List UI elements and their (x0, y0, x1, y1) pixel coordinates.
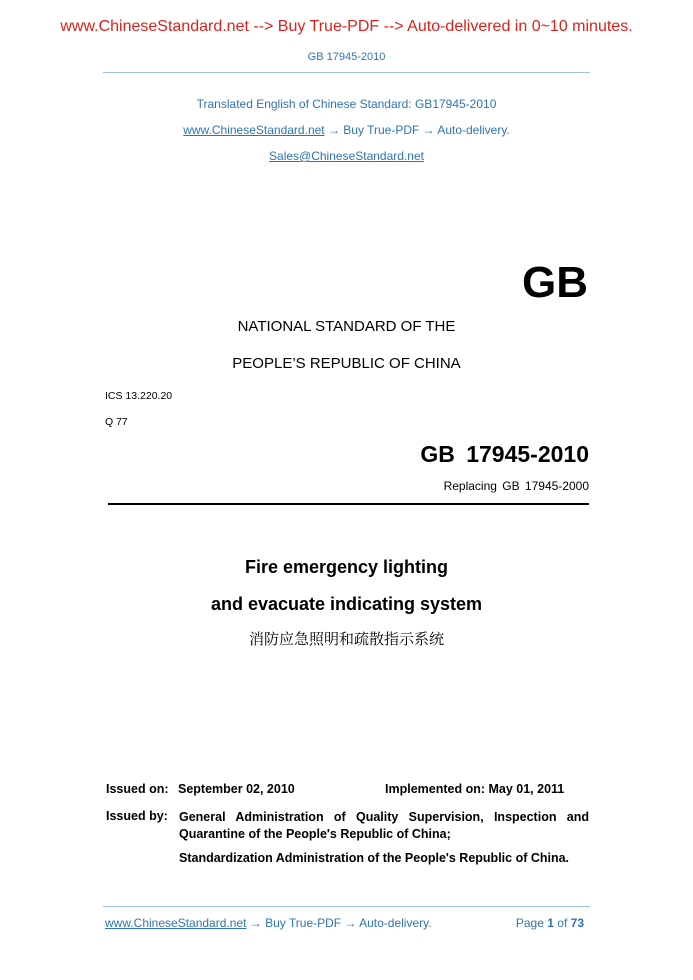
header-divider (103, 72, 590, 73)
footer-buy-line (105, 916, 432, 930)
national-standard-line1: NATIONAL STANDARD OF THE (237, 318, 456, 335)
page-number: 1 (547, 916, 554, 930)
standard-number: GB 17945-2010 (420, 441, 589, 467)
footer-site-link[interactable]: www.ChineseStandard.net (105, 916, 247, 930)
ccs-code: Q 77 (105, 416, 128, 428)
national-standard-line2: PEOPLE’S REPUBLIC OF CHINA (232, 355, 461, 372)
issuer-2: Standardization Administration of the People's Republic of China. (179, 851, 570, 865)
footer-buy-text: → Buy True-PDF → Auto-delivery. (246, 916, 432, 930)
implemented-on: Implemented on: May 01, 2011 (385, 782, 565, 796)
sales-email-line (0, 149, 693, 163)
page-indicator (516, 916, 584, 930)
ics-code: ICS 13.220.20 (105, 390, 173, 402)
replacing-note: Replacing GB 17945-2000 (443, 479, 589, 493)
header-standard-code: GB 17945-2010 (307, 51, 386, 63)
issuer-1: General Administration of Quality Supervision, Inspection and Quarantine of the People's Republic of China; (179, 810, 589, 841)
buy-line-text: → Buy True-PDF → Auto-delivery. (324, 123, 510, 137)
site-link[interactable]: www.ChineseStandard.net (183, 123, 325, 137)
issued-on-date: September 02, 2010 (178, 782, 295, 796)
cover-divider (108, 503, 589, 505)
translation-note: Translated English of Chinese Standard: GB17945-2010 (196, 97, 497, 111)
top-banner[interactable]: www.ChineseStandard.net --> Buy True-PDF --> Auto-delivered in 0~10 minutes. (60, 18, 633, 35)
title-chinese: 消防应急照明和疏散指示系统 (248, 630, 444, 648)
of-label: of (557, 916, 568, 930)
page-total: 73 (570, 916, 584, 930)
footer-divider (103, 906, 590, 907)
issued-by-label: Issued by: (106, 809, 168, 823)
buy-line (0, 123, 693, 137)
gb-logo: GB (522, 258, 588, 307)
page-label: Page (515, 916, 544, 930)
title-line-2: and evacuate indicating system (210, 594, 483, 614)
title-line-1: Fire emergency lighting (244, 557, 449, 577)
issued-on-label: Issued on: (106, 782, 169, 796)
sales-email-link[interactable]: Sales@ChineseStandard.net (269, 149, 424, 163)
